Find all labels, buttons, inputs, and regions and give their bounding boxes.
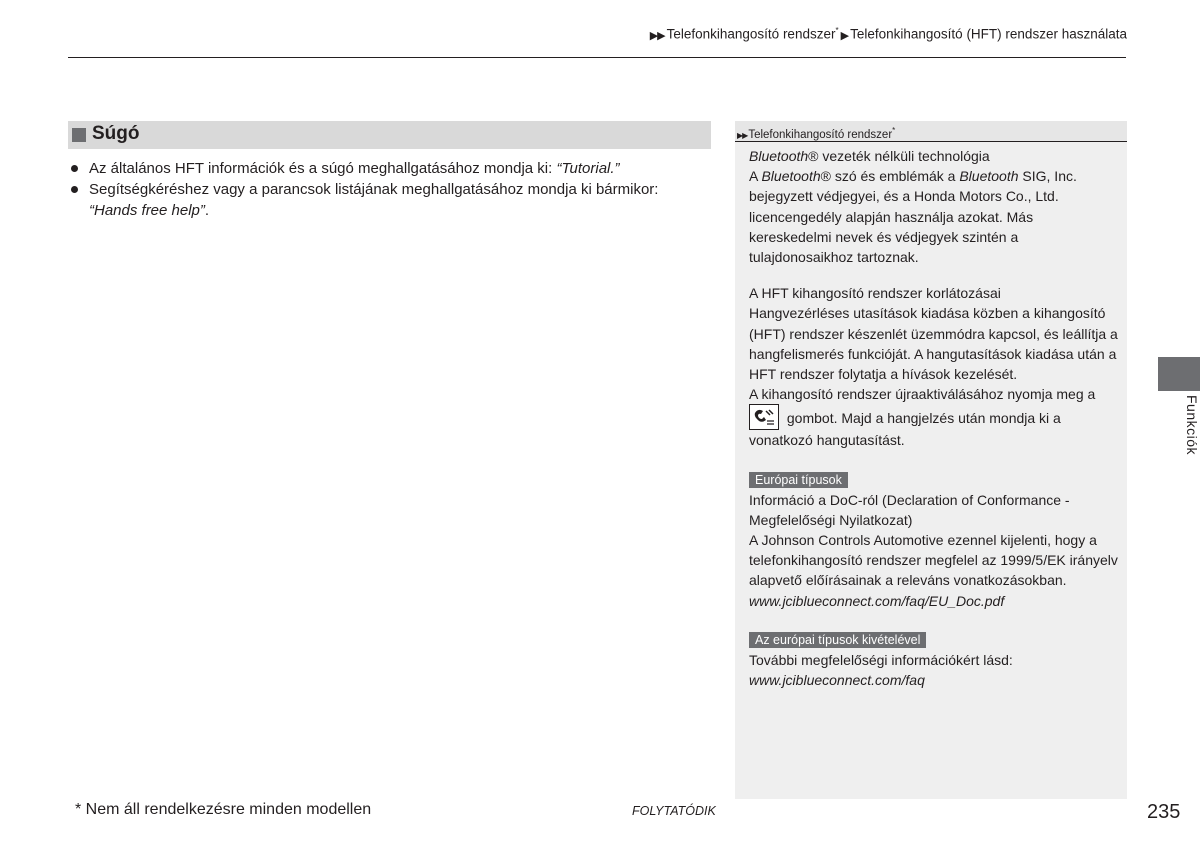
reactivate-text: A kihangosító rendszer újraaktiválásához nyomja meg a gombot. Majd a hangjelzés után mondja ki a vonatkozó hangutasítást. <box>749 386 1096 449</box>
sidebar-note <box>735 121 1127 799</box>
voice-command: “Hands free help” <box>89 202 205 219</box>
section-title: Súgó <box>92 123 140 144</box>
limits-title: A HFT kihangosító rendszer korlátozásai <box>749 285 1001 302</box>
section-heading <box>68 121 711 149</box>
voice-command: “Tutorial.” <box>556 160 620 177</box>
bluetooth-paragraph: Bluetooth® vezeték nélküli technológia A Bluetooth® szó és emblémák a Bluetooth SIG, Inc. bejegyzett védjegyei, és a Honda Motors Co., Ltd. licencengedély alapján használja azokat. Más kereskedelmi nevek és védjegyek szintén a tulajdonosaikhoz tartoznak. <box>749 148 1077 266</box>
page-number: 235 <box>1147 801 1181 823</box>
list-item: Az általános HFT információk és a súgó meghallgatásához mondja ki: “Tutorial.” <box>68 158 713 179</box>
talk-button-icon <box>749 404 779 430</box>
breadcrumb-item-hft-system[interactable]: Telefonkihangosító rendszer <box>666 26 836 42</box>
header-divider <box>68 57 1126 58</box>
more-info-text: További megfelelőségi információkért lásd: <box>749 651 1013 668</box>
list-item: Segítségkéréshez vagy a parancsok listájának meghallgatásához mondja ki bármikor: “Hands free help”. <box>68 179 713 221</box>
double-arrow-icon: ▶▶ <box>737 130 748 140</box>
eu-models-badge: Európai típusok <box>749 472 848 488</box>
doc-title: Információ a DoC-ról (Declaration of Conformance - Megfelelőségi Nyilatkozat) <box>749 491 1070 528</box>
continued-label: FOLYTATÓDIK <box>632 804 716 818</box>
breadcrumb-item-hft-usage[interactable]: Telefonkihangosító (HFT) rendszer használata <box>850 26 1127 42</box>
footnote-marker: * <box>892 126 896 135</box>
sidebar-header: ▶▶Telefonkihangosító rendszer* <box>735 121 1127 142</box>
double-arrow-icon: ▶▶ <box>649 29 665 42</box>
sidebar-body <box>749 146 1119 690</box>
square-bullet-icon <box>72 128 86 142</box>
chapter-tab-label: Funkciók <box>1184 395 1200 456</box>
doc-text: A Johnson Controls Automotive ezennel kijelenti, hogy a telefonkihangosító rendszer megfelel az 1999/5/EK irányelv alapvető előírásainak a releváns vonatkozásokban. <box>749 532 1118 589</box>
breadcrumb <box>650 26 1127 42</box>
help-bullet-list <box>68 158 713 221</box>
chapter-tab[interactable] <box>1158 357 1200 391</box>
footnote-marker: * <box>835 26 839 35</box>
arrow-icon: ▶ <box>838 29 849 42</box>
doc-url-link[interactable]: www.jciblueconnect.com/faq/EU_Doc.pdf <box>749 592 1005 609</box>
limits-text: Hangvezérléses utasítások kiadása közben a kihangosító (HFT) rendszer készenlét üzemmódra kapcsol, és leállítja a hangfelismerés funkcióját. A hangutasítások kiadása után a HFT rendszer folytatja a hívások kezelését. <box>749 305 1118 383</box>
faq-url-link[interactable]: www.jciblueconnect.com/faq <box>749 672 925 689</box>
footnote: * Nem áll rendelkezésre minden modellen <box>75 801 372 818</box>
non-eu-models-badge: Az európai típusok kivételével <box>749 632 926 648</box>
